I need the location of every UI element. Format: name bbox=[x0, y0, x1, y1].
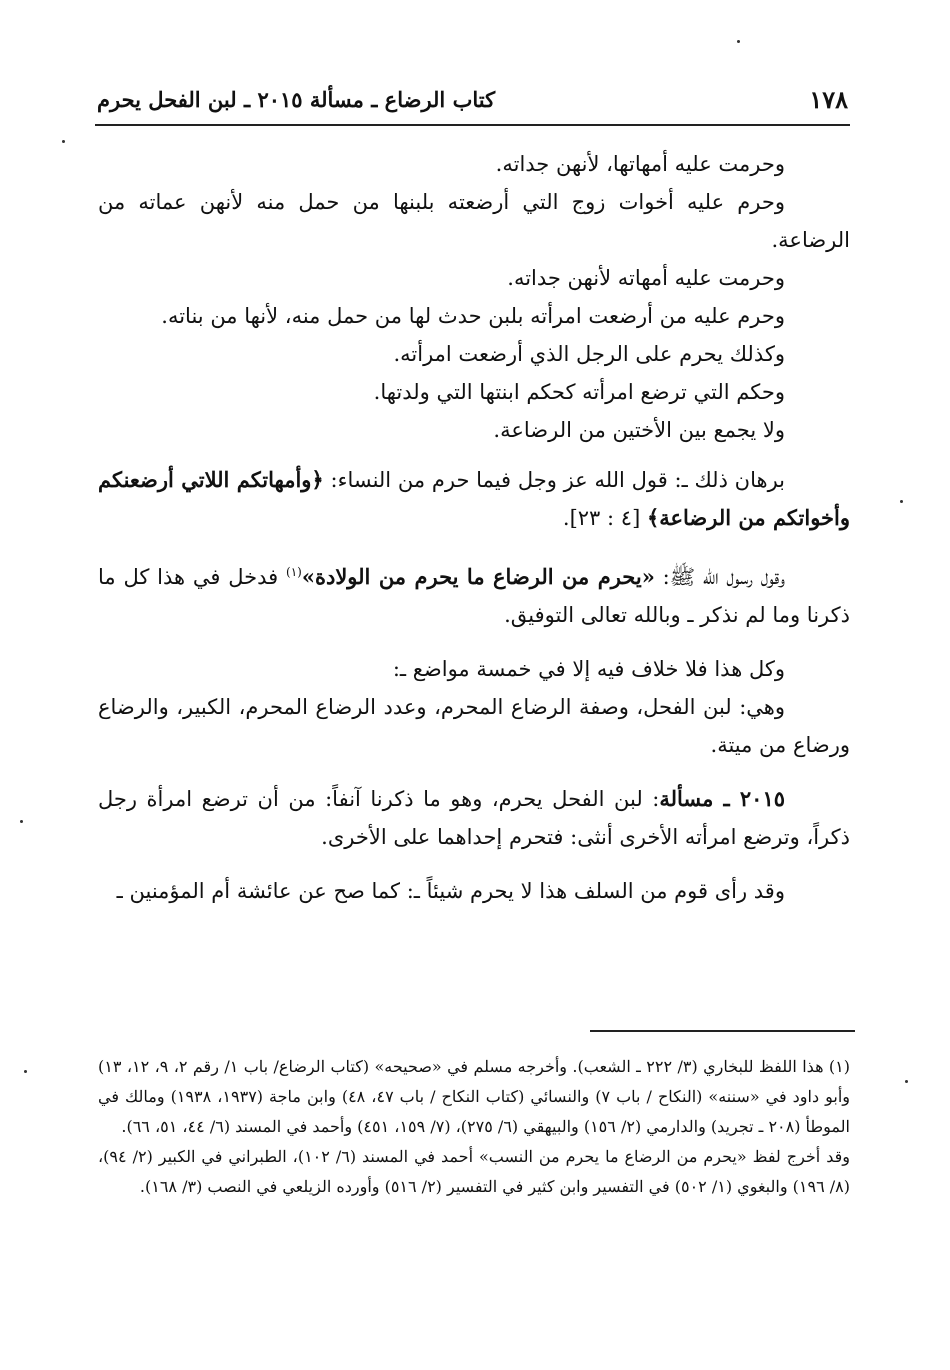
footnotes bbox=[98, 1052, 850, 1202]
header-rule bbox=[95, 124, 850, 126]
masala-text: : لبن الفحل يحرم، وهو ما ذكرنا آنفاً: من أن ترضع امرأة رجل ذكراً، وترضع امرأته الأخرى أنثى: فتحرم إحداهما على الأخرى. bbox=[98, 787, 850, 849]
paragraph-5: وكذلك يحرم على الرجل الذي أرضعت امرأته. bbox=[393, 342, 785, 366]
footnote-2: وقد أخرج لفظ «يحرم من الرضاع ما يحرم من النسب» أحمد في المسند (٦/ ١٠٢)، الطبراني في الكبير (٢/ ٩٤)، (٨/ ١٩٦) والبغوي (١/ ٥٠٢) في التفسير وابن كثير في التفسير (٢/ ٥١٦) وأورده الزيلعي في النصب (٣/ ١٦٨). bbox=[98, 1147, 851, 1196]
scan-speck bbox=[62, 140, 65, 143]
footnote-1: (١) هذا اللفظ للبخاري (٣/ ٢٢٢ ـ الشعب). وأخرجه مسلم في «صحيحه» (كتاب الرضاع/ باب ١/ رقم ٢، ٩، ١٢، ١٣) وأبو داود في «سننه» (النكاح / باب ٧) والنسائي (كتاب النكاح / باب ٤٧، ٤٨) وابن ماجة (١٩٣٧، ١٩٣٨) ومالك في الموطأ (٢٠٨ ـ تجريد) والدارمي (٢/ ١٥٦) والبيهقي (٦/ ٢٧٥)، (٧/ ١٥٩، ٤٥١) وأحمد في المسند (٦/ ٤٤، ٥١، ٦٦). bbox=[98, 1057, 851, 1136]
footnote-marker: (١) bbox=[286, 565, 302, 579]
scan-speck bbox=[737, 40, 740, 43]
paragraph-10: وكل هذا فلا خلاف فيه إلا في خمسة مواضع ـ: bbox=[392, 657, 785, 681]
paragraph-4: وحرم عليه من أرضعت امرأته بلبن حدث لها من حمل منه، لأنها من بناته. bbox=[161, 304, 785, 328]
paragraph-masala bbox=[98, 780, 850, 856]
footnote-rule bbox=[590, 1030, 855, 1032]
paragraph-hadith bbox=[98, 553, 850, 634]
scan-speck bbox=[905, 1080, 908, 1083]
scan-speck bbox=[20, 820, 23, 823]
masala-heading: ٢٠١٥ ـ مسألة bbox=[659, 786, 786, 811]
hadith-rest: فدخل في هذا كل ما ذكرنا وما لم نذكر ـ وبالله تعالى التوفيق. bbox=[98, 565, 850, 627]
quran-reference: [٤ : ٢٣]. bbox=[562, 506, 647, 530]
running-title: كتاب الرضاع ـ مسألة ٢٠١٥ ـ لبن الفحل يحرم bbox=[97, 86, 496, 112]
paragraph-proof bbox=[98, 461, 850, 537]
paragraph-11: وهي: لبن الفحل، وصفة الرضاع المحرم، وعدد الرضاع المحرم، الكبير، والرضاع ورضاع من ميتة. bbox=[98, 695, 850, 757]
paragraph-6: وحكم التي ترضع امرأته كحكم ابنتها التي ولدتها. bbox=[373, 380, 785, 404]
page-number: ١٧٨ bbox=[809, 84, 848, 114]
hadith-text: «يحرم من الرضاع ما يحرم من الولادة» bbox=[301, 564, 655, 589]
paragraph-13: وقد رأى قوم من السلف هذا لا يحرم شيئاً ـ: كما صح عن عائشة أم المؤمنين ـ bbox=[116, 879, 785, 903]
main-text bbox=[98, 145, 850, 910]
paragraph-7: ولا يجمع بين الأختين من الرضاعة. bbox=[493, 418, 785, 442]
quran-quote: ﴿وأمهاتكم اللاتي أرضعنكم وأخواتكم من الرضاعة﴾ bbox=[98, 467, 850, 530]
scan-speck bbox=[900, 500, 903, 503]
paragraph-1: وحرمت عليه أمهاتها، لأنهن جداته. bbox=[495, 152, 785, 176]
proof-lead: برهان ذلك ـ: قول الله عز وجل فيما حرم من النساء: bbox=[323, 468, 785, 492]
page-header bbox=[95, 76, 850, 122]
paragraph-3: وحرمت عليه أمهاته لأنهن جداته. bbox=[507, 266, 785, 290]
scan-speck bbox=[24, 1070, 27, 1073]
paragraph-2: وحرم عليه أخوات زوج التي أرضعته بلبنها من حمل منه لأنهن عماته من الرضاعة. bbox=[98, 190, 850, 252]
hadith-lead: وقول رسول الله ﷺ: bbox=[654, 565, 785, 589]
